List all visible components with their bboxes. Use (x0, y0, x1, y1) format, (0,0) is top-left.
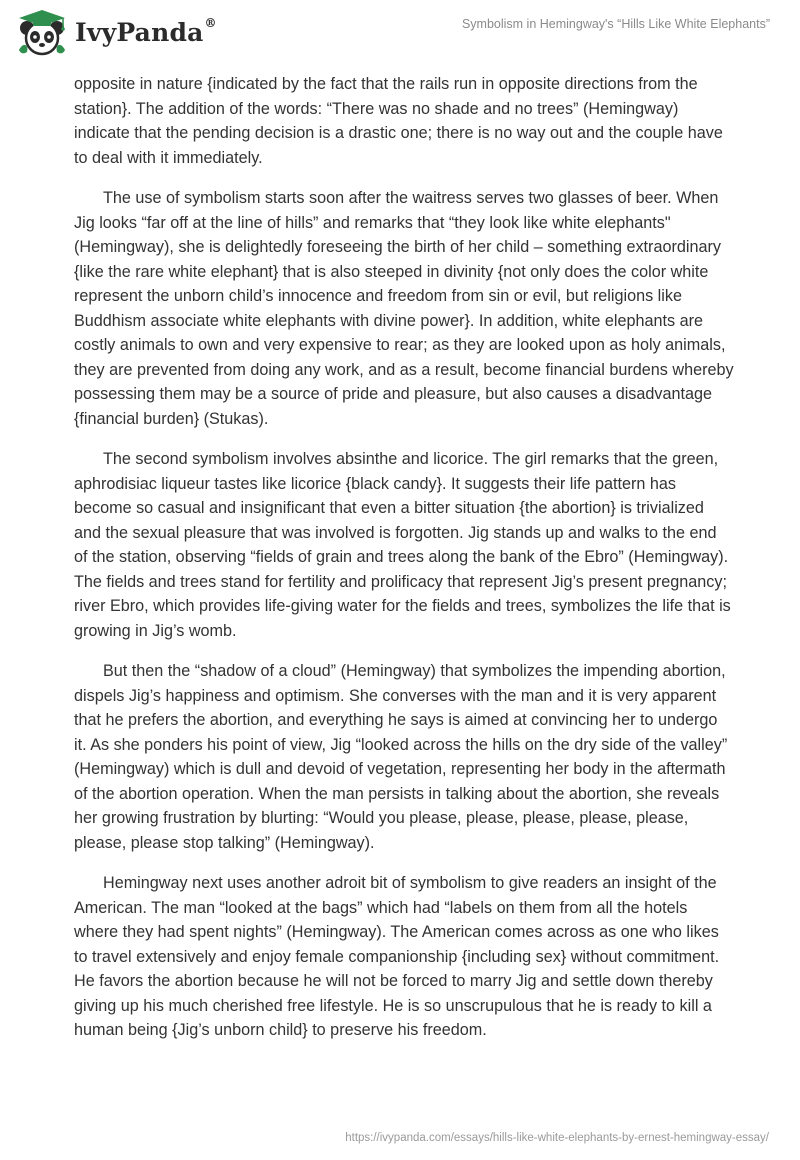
document-title: Symbolism in Hemingway's “Hills Like White Elephants” (461, 17, 770, 31)
page-header (0, 0, 800, 62)
registered-mark: ® (204, 16, 217, 31)
paragraph: Hemingway next uses another adroit bit of symbolism to give readers an insight of the American. The man “looked at the bags” which had “labels on them from all the hotels where they had spent nights” (Hemingway). The American comes across as one who likes to travel extensively and enjoy female companionship {including sex} without commitment. He favors the abortion because he will not be forced to marry Jig and settle down thereby giving up his much cherished free lifestyle. He is so unscrupulous that he is ready to kill a human being {Jig’s unborn child} to preserve his freedom. (74, 874, 720, 1039)
paragraph: The use of symbolism starts soon after the waitress serves two glasses of beer. When Jig looks “far off at the line of hills” and remarks that “they look like white elephants" (Hemingway), she is delightedly foreseeing the birth of her child – something extraordinary {like the rare white elephant} that is also steeped in divinity {not only does the color white represent the unborn child’s innocence and freedom from sin or evil, but religions like Buddhism associate white elephants with divine power}. In addition, white elephants are costly animals to own and very expensive to rear; as they are looked upon as holy animals, they are prevented from doing any work, and as a result, become financial burdens whereby possessing them may be a source of pride and pleasure, but also causes a disadvantage {financial burden} (Stukas). (74, 189, 734, 428)
brand-name: IvyPanda® (75, 16, 217, 47)
paragraph: The second symbolism involves absinthe and licorice. The girl remarks that the green, aphrodisiac liqueur tastes like licorice {black candy}. It suggests their life pattern has become so casual and insignificant that even a bitter situation {the abortion} is trivialized and the sexual pleasure that was involved is forgotten. Jig stands up and walks to the end of the station, observing “fields of grain and trees along the bank of the Ebro” (Hemingway). The fields and trees stand for fertility and prolificacy that represent Jig’s present pregnancy; river Ebro, which provides life-giving water for the fields and trees, symbolizes the life that is growing in Jig’s womb. (74, 450, 731, 640)
paragraph: But then the “shadow of a cloud” (Hemingway) that symbolizes the impending abortion, dispels Jig’s happiness and optimism. She converses with the man and it is very apparent that he prefers the abortion, and everything he says is aimed at convincing her to undergo it. As she ponders his point of view, Jig “looked across the hills on the dry side of the valley” (Hemingway) which is dull and devoid of vegetation, representing her body in the aftermath of the abortion operation. When the man persists in talking about the abortion, she reveals her growing frustration by blurting: “Would you please, please, please, please, please, please, please stop talking” (Hemingway). (74, 662, 728, 852)
source-url-link[interactable]: https://ivypanda.com/essays/hills-like-white-elephants-by-ernest-hemingway-essay/ (345, 1132, 769, 1144)
essay-body (74, 72, 734, 1059)
paragraph: opposite in nature {indicated by the fact that the rails run in opposite directions from the station}. The addition of the words: “There was no shade and no trees” (Hemingway) indicate that the pending decision is a drastic one; there is no way out and the couple have to deal with it immediately. (74, 75, 723, 167)
panda-graduation-cap-icon (15, 8, 69, 56)
ivypanda-logo[interactable] (15, 8, 217, 56)
